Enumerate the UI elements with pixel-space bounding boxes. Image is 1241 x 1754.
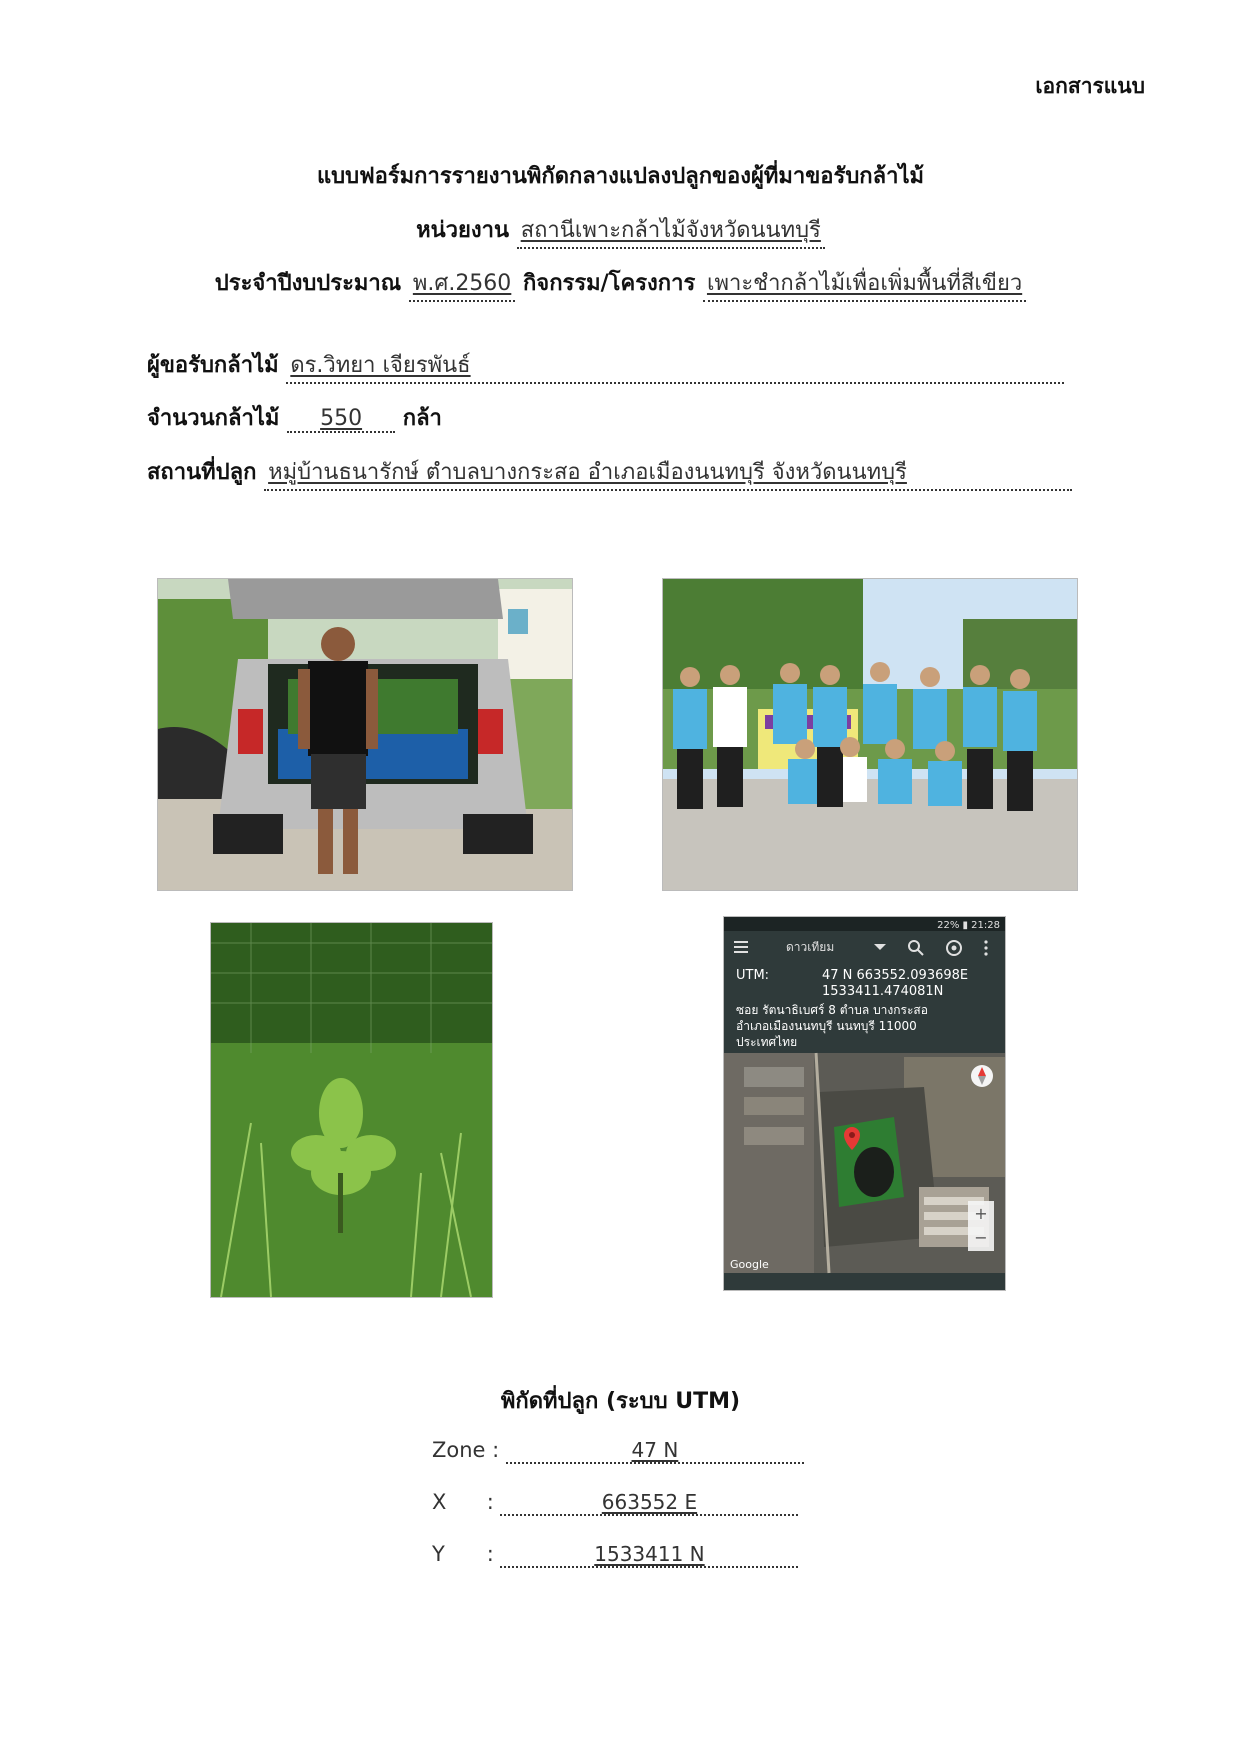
zoom-out-button[interactable]: − xyxy=(974,1228,988,1247)
fiscal-line xyxy=(0,265,1241,302)
attachment-label: เอกสารแนบ xyxy=(1035,74,1145,98)
satellite-map[interactable] xyxy=(724,1053,1005,1273)
location-value: หมู่บ้านธนารักษ์ ตำบลบางกระสอ อำเภอเมืองนนทบุรี จังหวัดนนทบุรี xyxy=(264,454,1072,491)
x-colon: : xyxy=(486,1490,494,1514)
agency-label: หน่วยงาน xyxy=(416,218,510,243)
x-label: X xyxy=(432,1490,447,1514)
x-value: 663552 E xyxy=(500,1490,798,1516)
status-bar: 22% ▮ 21:28 xyxy=(937,920,1000,931)
menu-icon xyxy=(734,941,748,953)
photo-seedling xyxy=(210,922,493,1298)
zone-value: 47 N xyxy=(506,1438,804,1464)
x-row xyxy=(432,1490,798,1516)
utm-line-1: 47 N 663552.093698E xyxy=(822,968,969,983)
more-options-icon[interactable] xyxy=(984,940,987,955)
y-colon: : xyxy=(486,1542,494,1566)
coordinates-title: พิกัดที่ปลูก (ระบบ UTM) xyxy=(500,1389,741,1414)
photo-man-with-car xyxy=(157,578,573,891)
map-type-dropdown[interactable]: ดาวเทียม xyxy=(786,940,835,954)
compass-icon[interactable] xyxy=(971,1065,993,1087)
zoom-in-button[interactable]: + xyxy=(974,1204,988,1223)
activity-value: เพาะชำกล้าไม้เพื่อเพิ่มพื้นที่สีเขียว xyxy=(703,265,1026,302)
address-line-3: ประเทศไทย xyxy=(736,1035,798,1049)
agency-value: สถานีเพาะกล้าไม้จังหวัดนนทบุรี xyxy=(517,212,825,249)
zone-row xyxy=(432,1438,804,1464)
phone-screenshot xyxy=(723,916,1006,1291)
address-line-2: อำเภอเมืองนนทบุรี นนทบุรี 11000 xyxy=(736,1019,917,1033)
applicant-name-value: ดร.วิทยา เจียรพันธ์ xyxy=(286,347,1064,384)
applicant-name-line xyxy=(147,347,1064,384)
quantity-label: จำนวนกล้าไม้ xyxy=(147,406,280,431)
activity-label: กิจกรรม/โครงการ xyxy=(522,271,696,296)
quantity-line xyxy=(147,400,442,435)
zone-label: Zone : xyxy=(432,1438,500,1462)
location-line xyxy=(147,454,1072,491)
photo-group xyxy=(662,578,1078,891)
utm-line-2: 1533411.474081N xyxy=(822,984,944,999)
fiscal-label: ประจำปีงบประมาณ xyxy=(214,271,402,296)
location-label: สถานที่ปลูก xyxy=(147,460,257,485)
quantity-value: 550 xyxy=(287,406,395,433)
y-row xyxy=(432,1542,798,1568)
utm-label: UTM: xyxy=(736,968,770,983)
agency-line xyxy=(0,212,1241,249)
address-line-1: ซอย รัตนาธิเบศร์ 8 ตำบล บางกระสอ xyxy=(736,1003,928,1017)
y-label: Y xyxy=(432,1542,445,1566)
google-logo: Google xyxy=(730,1258,769,1271)
fiscal-value: พ.ศ.2560 xyxy=(409,265,515,302)
applicant-name-label: ผู้ขอรับกล้าไม้ xyxy=(147,353,279,378)
y-value: 1533411 N xyxy=(500,1542,798,1568)
quantity-unit: กล้า xyxy=(402,406,442,431)
form-title: แบบฟอร์มการรายงานพิกัดกลางแปลงปลูกของผู้ที่มาขอรับกล้าไม้ xyxy=(316,164,925,189)
